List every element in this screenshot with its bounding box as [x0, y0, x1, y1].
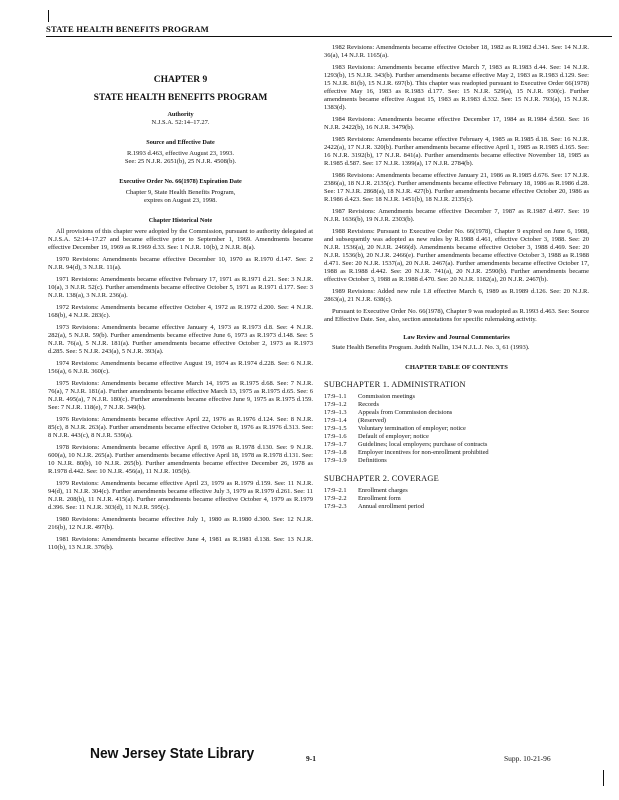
- history-paragraph: 1976 Revisions: Amendments became effective April 22, 1976 as R.1976 d.124. See: 8 N.J.R. 85(c), 8 N.J.R. 263(a). Further amendments became effective October 8, 1976 as R.1976 d.313. See: 8 N.J.R. 443(c), 8 N.J.R. 539(a).: [48, 416, 313, 439]
- chapter-title: STATE HEALTH BENEFITS PROGRAM: [93, 93, 268, 103]
- scan-edge-mark: [603, 770, 604, 786]
- history-paragraph: 1984 Revisions: Amendments became effective December 17, 1984 as R.1984 d.560. See: 16 N.J.R. 2422(b), 16 N.J.R. 3479(b).: [324, 116, 589, 131]
- toc-entry: [324, 409, 589, 417]
- exec-order-heading: Executive Order No. 66(1978) Expiration Date: [119, 178, 242, 185]
- toc-section-title: (Reserved): [358, 417, 387, 424]
- toc-section-number: 17:9–1.8: [324, 449, 347, 456]
- header-rule: [46, 36, 612, 37]
- toc-section-title: Definitions: [358, 457, 387, 464]
- history-paragraph: 1979 Revisions: Amendments became effective April 23, 1979 as R.1979 d.159. See: 11 N.J.R. 94(d), 11 N.J.R. 304(c). Further amendments became effective July 3, 1979 as R.1979 d.261. See: 11 N.J.R. 208(b), 11 N.J.R. 415(a). Further amendments became effective October 4, 1979 as R.1979 d.396. See: 11 N.J.R. 303(d), 11 N.J.R. 595(c).: [48, 480, 313, 511]
- readoption-note: Pursuant to Executive Order No. 66(1978), Chapter 9 was readopted as R.1993 d.463. See: Source and Effective Date. See, also, section annotations for specific rulemaking activity.: [324, 308, 589, 323]
- exec-order-text-1: Chapter 9, State Health Benefits Program,: [125, 189, 236, 196]
- exec-order-text-2: expires on August 23, 1998.: [144, 197, 217, 204]
- toc-entry: [324, 457, 589, 465]
- history-paragraph: 1972 Revisions: Amendments became effective October 4, 1972 as R.1972 d.200. See: 4 N.J.R. 168(b), 4 N.J.R. 283(c).: [48, 304, 313, 319]
- toc-entry: [324, 495, 589, 503]
- toc-entry: [324, 503, 589, 511]
- history-paragraph: 1986 Revisions: Amendments became effective January 21, 1986 as R.1985 d.676. See: 17 N.J.R. 2386(a), 18 N.J.R. 2135(c). Further amendments became effective February 18, 1986 as R.1986 d.28. See: 17 N.J.R. 2868(a), 18 N.J.R. 427(b). Further amendments became effective October 20, 1986 as R.1986 d.423. See: 18 N.J.R. 1451(b), 18 N.J.R. 2135(c).: [324, 172, 589, 203]
- history-paragraph: 1978 Revisions: Amendments became effective April 8, 1978 as R.1978 d.130. See: 9 N.J.R. 600(a), 10 N.J.R. 265(a). Further amendments became effective April 18, 1978 as R.1978 d.131. See: 10 N.J.R. 80(b), 10 N.J.R. 265(b). Further amendments became effective December 26, 1978 as R.1978 d.442. See: 10 N.J.R. 456(a), 11 N.J.R. 105(b).: [48, 444, 313, 475]
- left-column: [48, 46, 313, 556]
- history-paragraph: 1985 Revisions: Amendments became effective February 4, 1985 as R.1985 d.18. See: 16 N.J.R. 2422(a), 17 N.J.R. 320(b). Further amendments became effective April 1, 1985 as R.1985 d.165. See: 16 N.J.R. 3192(b), 17 N.J.R. 841(a). Further amendments became effective November 18, 1985 as R.1985 d.587. See: 17 N.J.R. 1399(a), 17 N.J.R. 2784(b).: [324, 136, 589, 167]
- toc-entry: [324, 417, 589, 425]
- toc-section-title: Default of employer; notice: [358, 433, 429, 440]
- law-review-heading: Law Review and Journal Commentaries: [403, 334, 510, 341]
- history-paragraph: All provisions of this chapter were adopted by the Commission, pursuant to authority delegated at N.J.S.A. 52:14–17.27 and became effective prior to September 1, 1969. Amendments became effective December 19, 1969 as R.1969 d.33. See: 1 N.J.R. 10(b), 2 N.J.R. 8(a).: [48, 228, 313, 251]
- scan-edge-mark: [48, 10, 49, 22]
- toc-entry: [324, 449, 589, 457]
- toc-section-number: 17:9–1.7: [324, 441, 347, 448]
- toc-section-title: Records: [358, 401, 379, 408]
- history-heading: Chapter Historical Note: [148, 217, 213, 224]
- toc-list-subchapter-1: [324, 393, 589, 465]
- toc-section-title: Enrollment charges: [358, 487, 408, 494]
- source-heading: Source and Effective Date: [146, 139, 215, 146]
- history-paragraph: 1975 Revisions: Amendments became effective March 14, 1975 as R.1975 d.68. See: 7 N.J.R. 76(a), 7 N.J.R. 181(a). Further amendments became effective March 13, 1975 as R.1975 d.65. See: 6 N.J.R. 495(a), 7 N.J.R. 180(c). Further amendments became effective June 9, 1975 as R.1975 d.159. See: 7 N.J.R. 118(e), 7 N.J.R. 349(b).: [48, 380, 313, 411]
- toc-section-number: 17:9–1.9: [324, 457, 347, 464]
- toc-title: CHAPTER TABLE OF CONTENTS: [405, 364, 508, 371]
- subchapter-1-heading: SUBCHAPTER 1. ADMINISTRATION: [324, 380, 466, 389]
- history-paragraph: 1973 Revisions: Amendments became effective January 4, 1973 as R.1973 d.8. See: 4 N.J.R. 282(a), 5 N.J.R. 59(b). Further amendments became effective June 6, 1973 as R.1973 d.148. See: 5 N.J.R. 76(a), 5 N.J.R. 181(a). Further amendments became effective October 2, 1973 as R.1973 d.285. See: 5 N.J.R. 243(a), 5 N.J.R. 393(a).: [48, 324, 313, 355]
- toc-section-title: Appeals from Commission decisions: [358, 409, 453, 416]
- toc-entry: [324, 441, 589, 449]
- toc-entry: [324, 401, 589, 409]
- history-paragraph: 1982 Revisions: Amendments became effective October 18, 1982 as R.1982 d.341. See: 14 N.J.R. 36(a), 14 N.J.R. 1165(a).: [324, 44, 589, 59]
- toc-section-title: Enrollment form: [358, 495, 401, 502]
- toc-section-number: 17:9–2.2: [324, 495, 347, 502]
- source-text-1: R.1993 d.463, effective August 23, 1993.: [126, 150, 235, 157]
- history-paragraph: 1987 Revisions: Amendments became effective December 7, 1987 as R.1987 d.497. See: 19 N.J.R. 1636(b), 19 N.J.R. 2303(b).: [324, 208, 589, 223]
- authority-text: N.J.S.A. 52:14–17.27.: [151, 119, 210, 126]
- toc-section-title: Annual enrollment period: [358, 503, 425, 510]
- toc-section-number: 17:9–1.2: [324, 401, 347, 408]
- source-text-2: See: 25 N.J.R. 2651(b), 25 N.J.R. 4508(b).: [124, 158, 237, 165]
- history-paragraph: 1988 Revisions: Pursuant to Executive Order No. 66(1978), Chapter 9 expired on June 6, 1988, and subsequently was adopted as new rules by R.1988 d.461, effective October 3, 1988. See: 20 N.J.R. 1536(a), 20 N.J.R. 2466(d). Amendments became effective October 3, 1988 d.469. See: 20 N.J.R. 1536(b), 20 N.J.R. 2466(e). Further amendments became effective October 3, 1988 as R.1988 d.471. See: 20 N.J.R. 1537(a), 20 N.J.R. 2467(a). Further amendments became effective October 17, 1988 as R.1988 d.442. See: 20 N.J.R. 741(a), 20 N.J.R. 2590(b). Further amendments became effective October 3, 1988 as R.1988 d.470. See: 20 N.J.R. 1182(a), 20 N.J.R. 2467(b).: [324, 228, 589, 283]
- toc-section-number: 17:9–1.4: [324, 417, 347, 424]
- toc-entry: [324, 425, 589, 433]
- history-paragraph: 1983 Revisions: Amendments became effective March 7, 1983 as R.1983 d.44. See: 14 N.J.R. 1293(b), 15 N.J.R. 343(b). Further amendments became effective May 2, 1983 as R.1983 d.129. See: 15 N.J.R. 81(b), 15 N.J.R. 697(b). This chapter was readopted pursuant to Executive Order 66(1978) effective May 16, 1983 as R.1983 d.177. See: 15 N.J.R. 529(a), 15 N.J.R. 930(c). Further amendments became effective August 15, 1983 as R.1983 d.332. See: 15 N.J.R. 793(a), 15 N.J.R. 1383(d).: [324, 64, 589, 111]
- toc-section-title: Commission meetings: [358, 393, 415, 400]
- toc-section-title: Voluntary termination of employer; notice: [358, 425, 466, 432]
- toc-entry: [324, 433, 589, 441]
- running-header: STATE HEALTH BENEFITS PROGRAM: [46, 24, 209, 34]
- toc-section-number: 17:9–2.3: [324, 503, 347, 510]
- toc-list-subchapter-2: [324, 487, 589, 511]
- toc-section-title: Guidelines; local employers; purchase of contracts: [358, 441, 488, 448]
- toc-entry: [324, 393, 589, 401]
- toc-section-title: Employer incentives for non-enrollment prohibited: [358, 449, 489, 456]
- history-paragraph: 1981 Revisions: Amendments became effective June 4, 1981 as R.1981 d.138. See: 13 N.J.R. 110(b), 13 N.J.R. 376(b).: [48, 536, 313, 551]
- toc-section-number: 17:9–1.1: [324, 393, 347, 400]
- subchapter-2-heading: SUBCHAPTER 2. COVERAGE: [324, 474, 439, 483]
- law-review-text: State Health Benefits Program. Judith Nallin, 134 N.J.L.J. No. 3, 61 (1993).: [332, 344, 530, 351]
- library-watermark: New Jersey State Library: [90, 745, 255, 762]
- page-number: 9-1: [306, 754, 316, 763]
- authority-heading: Authority: [167, 111, 194, 118]
- toc-section-number: 17:9–2.1: [324, 487, 347, 494]
- history-paragraph: 1970 Revisions: Amendments became effective December 10, 1970 as R.1970 d.147. See: 2 N.J.R. 94(d), 3 N.J.R. 11(a).: [48, 256, 313, 271]
- toc-section-number: 17:9–1.3: [324, 409, 347, 416]
- chapter-label: CHAPTER 9: [153, 75, 208, 85]
- toc-section-number: 17:9–1.6: [324, 433, 347, 440]
- history-paragraph: 1971 Revisions: Amendments became effective February 17, 1971 as R.1971 d.21. See: 3 N.J.R. 10(a), 3 N.J.R. 52(c). Further amendments became effective October 5, 1971 as R.1971 d.177. See: 3 N.J.R. 138(a), 3 N.J.R. 236(a).: [48, 276, 313, 299]
- right-column: [324, 44, 589, 511]
- history-paragraph: 1989 Revisions: Added new rule 1.8 effective March 6, 1989 as R.1989 d.126. See: 20 N.J.R. 2863(a), 21 N.J.R. 638(c).: [324, 288, 589, 303]
- history-paragraph: 1974 Revisions: Amendments became effective August 19, 1974 as R.1974 d.228. See: 6 N.J.R. 156(a), 6 N.J.R. 360(c).: [48, 360, 313, 375]
- toc-entry: [324, 487, 589, 495]
- history-paragraph: 1980 Revisions: Amendments became effective July 1, 1980 as R.1980 d.300. See: 12 N.J.R. 216(b), 12 N.J.R. 497(b).: [48, 516, 313, 531]
- toc-section-number: 17:9–1.5: [324, 425, 347, 432]
- supplement-date: Supp. 10-21-96: [504, 754, 551, 763]
